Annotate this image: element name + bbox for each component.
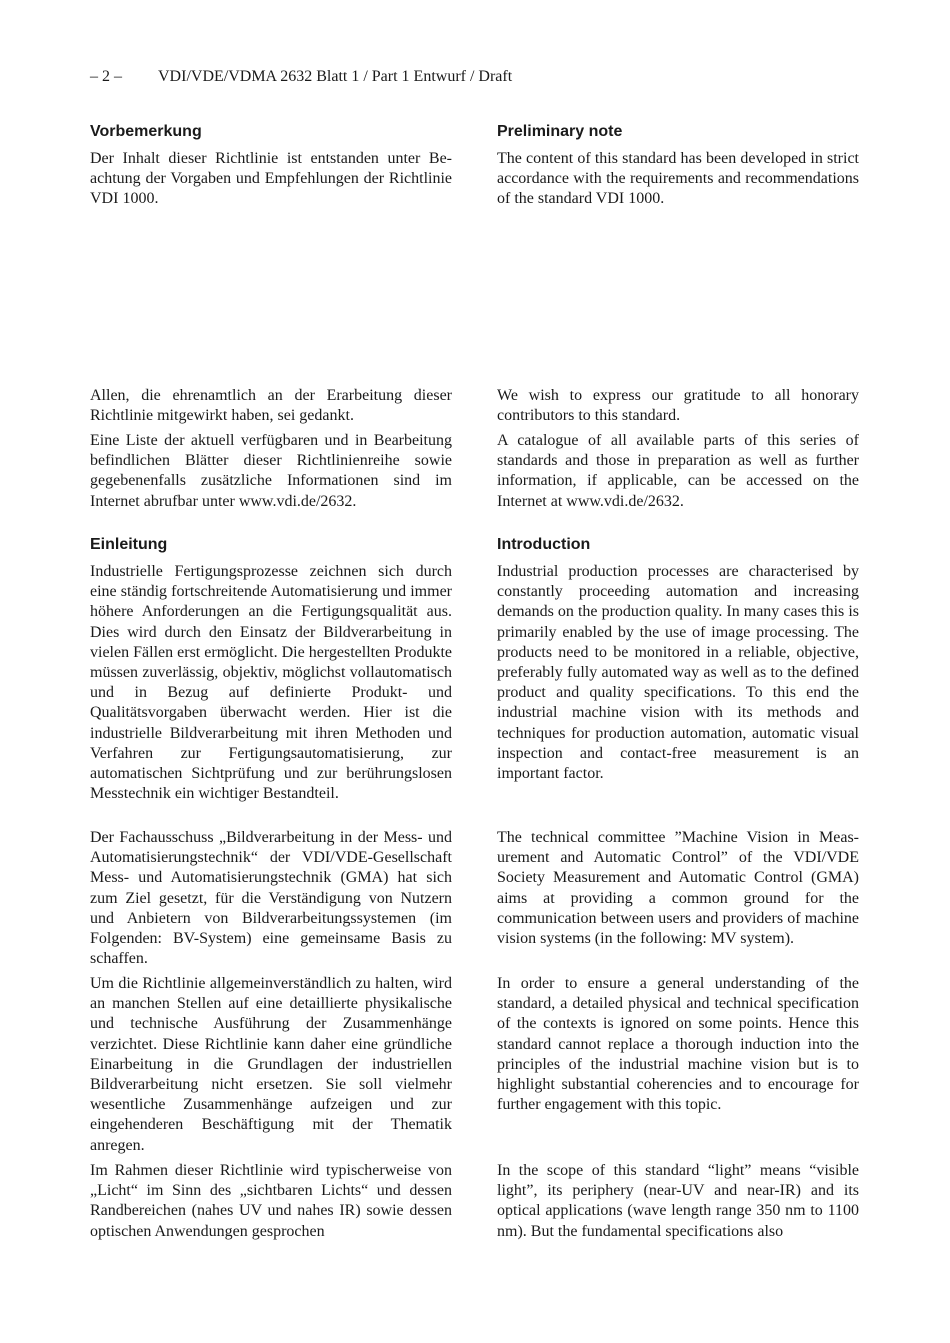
english-intro-paragraph-1: Industrial production processes are characterised by constantly proceeding automation and increasing demands on the production quality. In many cases this is primarily enabled by the use of image processing. The products need to be monitored in a reliable, objective, preferably fully automated way as well as to the defined product and quality specifications. To this end the industrial machine vision with its methods and techniques for production automation, automatic visual inspection and contact-free measurement is an important factor. <box>497 563 859 783</box>
heading-vorbemerkung: Vorbemerkung <box>90 123 202 140</box>
german-preliminary-text: Der Inhalt dieser Richtlinie ist entstanden unter Beachtung der Vorgaben und Empfehlungen der Richtlinie VDI 1000. <box>90 150 452 208</box>
german-intro-paragraph-4: Im Rahmen dieser Richtlinie wird typischerweise von „Licht“ im Sinn des „sichtbaren Lichts“ und dessen Randbereichen (nahes UV und nahes IR) sowie dessen optischen Anwendungen gesprochen <box>90 1162 452 1240</box>
german-thanks-text: Allen, die ehrenamtlich an der Erarbeitung dieser Richtlinie mitgewirkt haben, sei gedankt. <box>90 387 452 425</box>
heading-introduction: Introduction <box>497 536 591 553</box>
english-preliminary-text: The content of this standard has been developed in strict accordance with the requirements and recommendations of the standard VDI 1000. <box>497 150 859 208</box>
heading-einleitung: Einleitung <box>90 536 168 553</box>
page-number: – 2 – <box>90 68 122 85</box>
english-intro-paragraph-3: In order to ensure a general understanding of the standard, a detailed physical and technical specification of the contexts is ignored on some points. Hence this standard cannot replace a thorough induction into the principles of the industrial machine vision but is to highlight substantial coherencies and to encourage for further engagement with this topic. <box>497 975 859 1114</box>
german-intro-paragraph-3: Um die Richtlinie allgemeinverständlich zu halten, wird an manchen Stellen auf eine detaillierte physikalische und technische Ausführung der Zusammenhänge verzichtet. Diese Richtlinie kann daher eine gründliche Einarbeitung in die Grundlagen der industriellen Bildverarbeitung nicht ersetzen. Sie soll vielmehr wesentliche Zusammenhänge aufzeigen und zur eingehenderen Beschäftigung mit der Thematik anregen. <box>90 975 452 1154</box>
document-id: VDI/VDE/VDMA 2632 Blatt 1 / Part 1 Entwurf / Draft <box>158 68 513 85</box>
page-header <box>90 68 512 86</box>
english-catalogue-text: A catalogue of all available parts of this series of standards and those in preparation as well as further information, if applicable, can be accessed on the Internet at www.vdi.de/2632. <box>497 432 859 510</box>
german-catalogue-text: Eine Liste der aktuell verfügbaren und in Bearbeitung befindlichen Blätter dieser Richtlinienreihe sowie gegebenenfalls zusätzliche Informationen sind im Internet abrufbar unter www.vdi.de/2632. <box>90 432 452 510</box>
german-intro-paragraph-2: Der Fachausschuss „Bildverarbeitung in der Mess- und Automatisierungstechnik“ der VDI/VDE-Gesellschaft Mess- und Automatisierungstechnik (GMA) hat sich zum Ziel gesetzt, für die Verständigung von Nutzern und Anbietern von Bildverarbeitungssystemen (im Folgenden: BV-System) eine gemeinsame Basis zu schaffen. <box>90 829 452 968</box>
english-thanks-text: We wish to express our gratitude to all honorary contributors to this standard. <box>497 387 859 425</box>
german-intro-paragraph-1: Industrielle Fertigungsprozesse zeichnen sich durch eine ständig fortschreitende Automatisierung und immer höhere Anforderungen an die Fertigungsqualität aus. Dies wird durch den Einsatz der Bildverarbeitung in vielen Fällen erst ermöglicht. Die hergestellten Produkte müssen zuverlässig, objektiv, möglichst vollautomatisch und in Bezug auf definierte Produkt- und Qualitätsvorgaben überwacht werden. Hier ist die industrielle Bildverarbeitung mit ihren Methoden und Verfahren zur Fertigungsautomatisierung, zur automatischen Sichtprüfung und zur berührungslosen Messtechnik ein wichtiger Bestandteil. <box>90 563 452 803</box>
english-intro-paragraph-2: The technical committee ”Machine Vision in Measurement and Automatic Control” of the VDI/VDE Society Measurement and Automatic Control (GMA) aims at providing a common ground for the communication between users and providers of machine vision systems (in the following: MV system). <box>497 829 859 948</box>
heading-preliminary-note: Preliminary note <box>497 123 623 140</box>
english-intro-paragraph-4: In the scope of this standard “light” means “visible light”, its periphery (near-UV and near-IR) and its optical applications (wave length range 350 nm to 1100 nm). But the fundamental specifications also <box>497 1162 859 1240</box>
